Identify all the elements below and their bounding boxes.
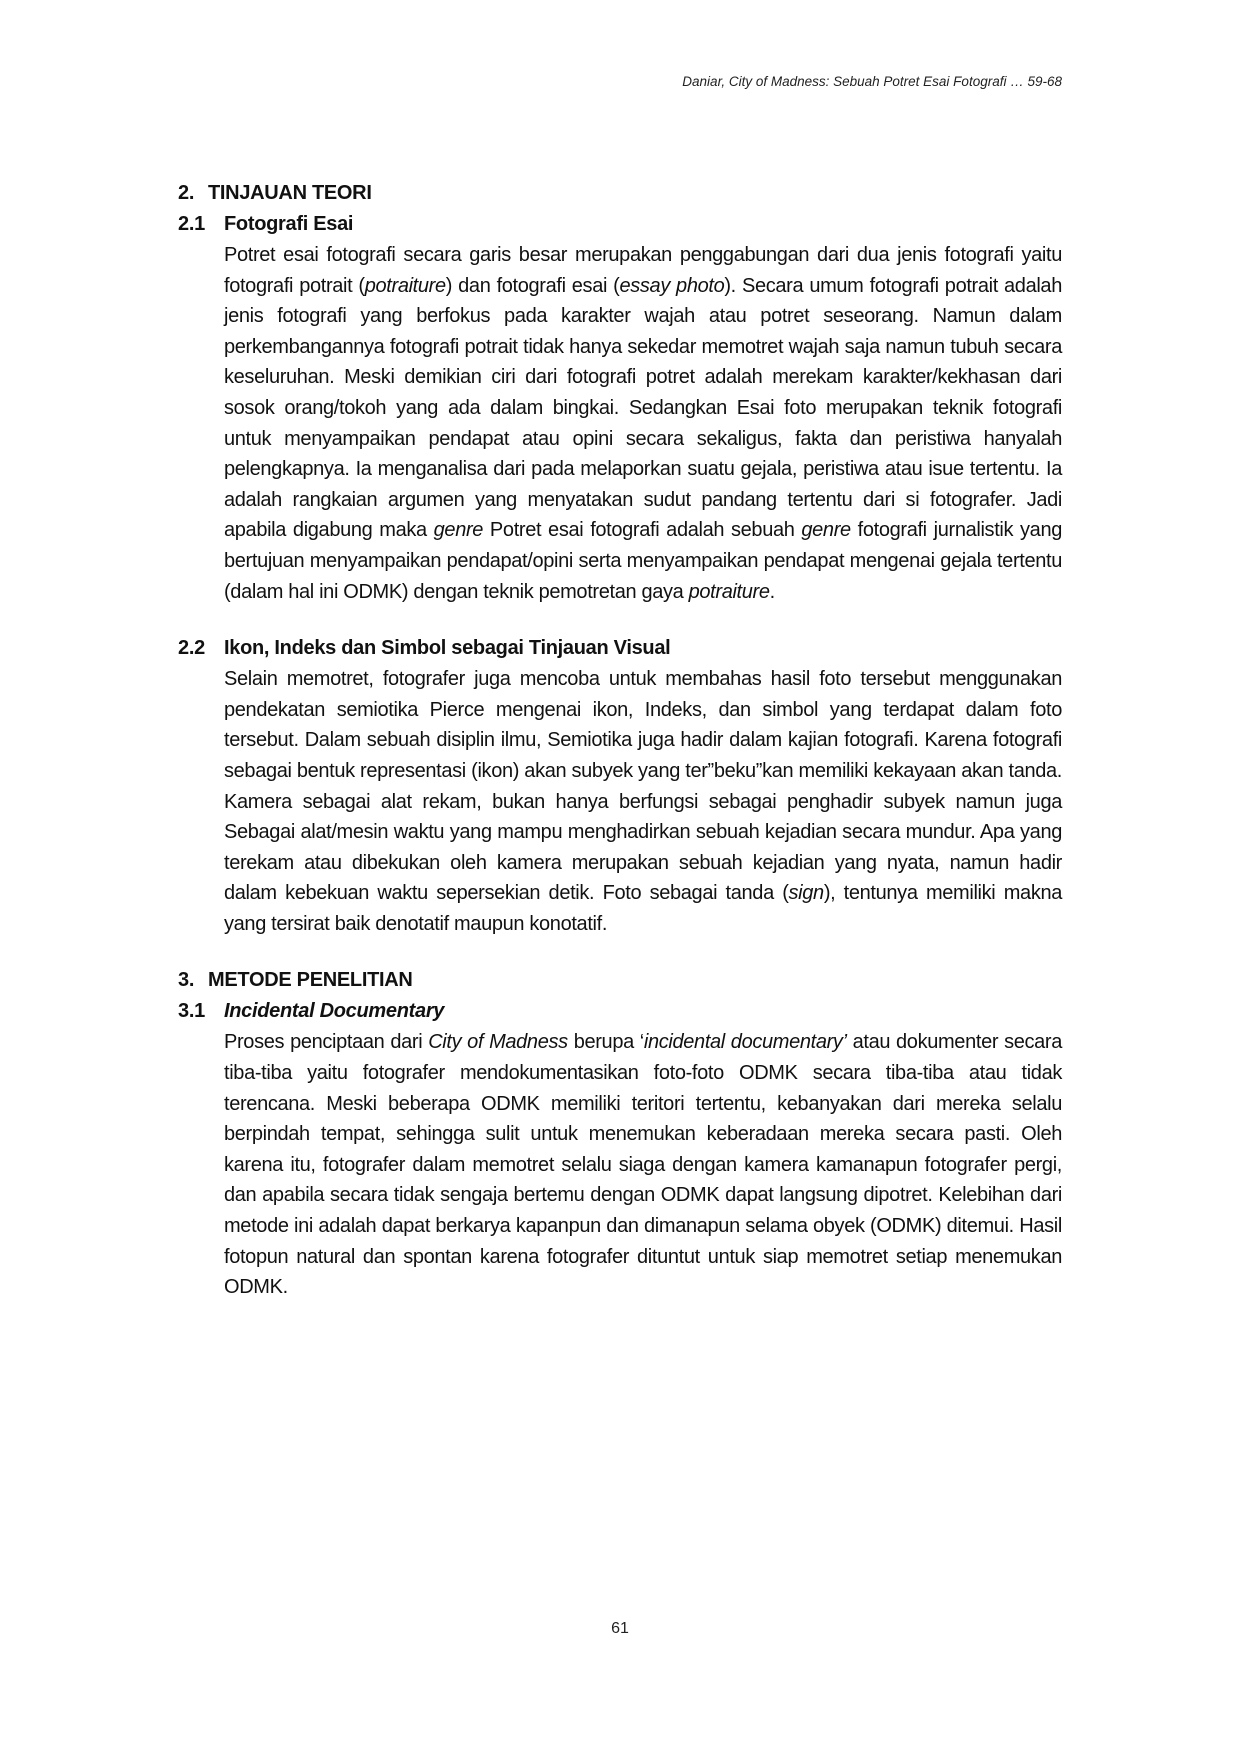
section-number: 3.: [178, 969, 195, 992]
text-run: ) dan fotografi esai (: [445, 274, 620, 297]
text-run: fotografi jurnalistik yang bertujuan menyampaikan pendapat/opini serta menyampaikan pendapat mengenai gejala tertentu (dalam hal ini ODMK) dengan teknik pemotretan gaya: [224, 519, 1062, 603]
italic-term: sign: [788, 882, 824, 905]
subsection-number: 2.2: [178, 637, 205, 660]
paragraph-fotografi-esai: [224, 240, 1062, 607]
text-run: ). Secara umum fotografi potrait adalah jenis fotografi yang berfokus pada karakter wajah atau potret seseorang. Namun dalam perkembangannya fotografi potrait tidak hanya sekedar memotret wajah saja namun tubuh secara keseluruhan. Meski demikian ciri dari fotografi potret adalah merekam karakter/kekhasan dari sosok orang/tokoh yang ada dalam bingkai. Sedangkan Esai foto merupakan teknik fotografi untuk menyampaikan pendapat atau opini secara sekaligus, fakta dan peristiwa hanyalah pelengkapnya. Ia menganalisa dari pada melaporkan suatu gejala, peristiwa atau isue tertentu. Ia adalah rangkaian argumen yang menyatakan sudut pandang tertentu dari si fotografer. Jadi apabila digabung maka: [224, 274, 1062, 542]
section-number: 2.: [178, 182, 195, 204]
text-run: berupa ‘: [567, 1031, 644, 1054]
text-run: .: [769, 580, 775, 603]
subsection-title: Incidental Documentary: [224, 1000, 445, 1023]
subsection-heading-incidental-documentary: [178, 996, 1062, 1027]
section-heading-metode-penelitian: [178, 965, 1062, 996]
subsection-number: 2.1: [178, 213, 205, 235]
subsection-heading-fotografi-esai: [178, 209, 1062, 240]
page-number: 61: [611, 1620, 629, 1637]
section-title: METODE PENELITIAN: [208, 969, 413, 992]
paragraph-ikon-indeks-simbol: [224, 664, 1062, 939]
page-content: [178, 178, 1062, 1303]
italic-term: City of Madness: [428, 1031, 568, 1054]
paragraph-incidental-documentary: [224, 1027, 1062, 1302]
subsection-title: Fotografi Esai: [224, 213, 354, 235]
italic-term: genre: [801, 519, 851, 542]
section-title: TINJAUAN TEORI: [208, 182, 372, 204]
text-run: atau dokumenter secara tiba-tiba yaitu fotografer mendokumentasikan foto-foto ODMK secara tiba-tiba atau tidak terencana. Meski beberapa ODMK memiliki teritori tertentu, kebanyakan dari mereka selalu berpindah tempat, sehingga sulit untuk menemukan keberadaan mereka secara pasti. Oleh karena itu, fotografer dalam memotret selalu siaga dengan kamera kamanapun fotografer pergi, dan apabila secara tidak sengaja bertemu dengan ODMK dapat langsung dipotret. Kelebihan dari metode ini adalah dapat berkarya kapanpun dan dimanapun selama obyek (ODMK) ditemui. Hasil fotopun natural dan spontan karena fotografer dituntut untuk siap memotret setiap menemukan ODMK.: [224, 1031, 1062, 1299]
subsection-title: Ikon, Indeks dan Simbol sebagai Tinjauan Visual: [224, 637, 671, 660]
text-run: Proses penciptaan dari: [224, 1031, 429, 1054]
text-run: ), tentunya memiliki makna yang tersirat baik denotatif maupun konotatif.: [224, 882, 1063, 935]
text-run: Potret esai fotografi secara garis besar merupakan penggabungan dari dua jenis fotografi yaitu fotografi potrait (: [224, 244, 1062, 297]
italic-term: potraiture: [364, 274, 446, 297]
italic-term: genre: [433, 519, 484, 542]
text-run: Potret esai fotografi adalah sebuah: [483, 519, 802, 542]
italic-term: potraiture: [688, 580, 770, 603]
section-heading-tinjauan-teori: [178, 178, 1062, 209]
running-header: Daniar, City of Madness: Sebuah Potret Esai Fotografi … 59-68: [682, 74, 1062, 89]
subsection-number: 3.1: [178, 1000, 205, 1023]
text-run: Selain memotret, fotografer juga mencoba untuk membahas hasil foto tersebut menggunakan pendekatan semiotika Pierce mengenai ikon, Indeks, dan simbol yang terdapat dalam foto tersebut. Dalam sebuah disiplin ilmu, Semiotika juga hadir dalam kajian fotografi. Karena fotografi sebagai bentuk representasi (ikon) akan subyek yang ter”beku”kan memiliki kekayaan akan tanda. Kamera sebagai alat rekam, bukan hanya berfungsi sebagai penghadir subyek namun juga Sebagai alat/mesin waktu yang mampu menghadirkan sebuah kejadian secara mundur. Apa yang terekam atau dibekukan oleh kamera merupakan sebuah kejadian yang nyata, namun hadir dalam kebekuan waktu sepersekian detik. Foto sebagai tanda (: [224, 668, 1062, 905]
italic-term: incidental documentary’: [643, 1031, 847, 1054]
subsection-heading-ikon-indeks-simbol: [178, 633, 1062, 664]
italic-term: essay photo: [619, 274, 725, 297]
